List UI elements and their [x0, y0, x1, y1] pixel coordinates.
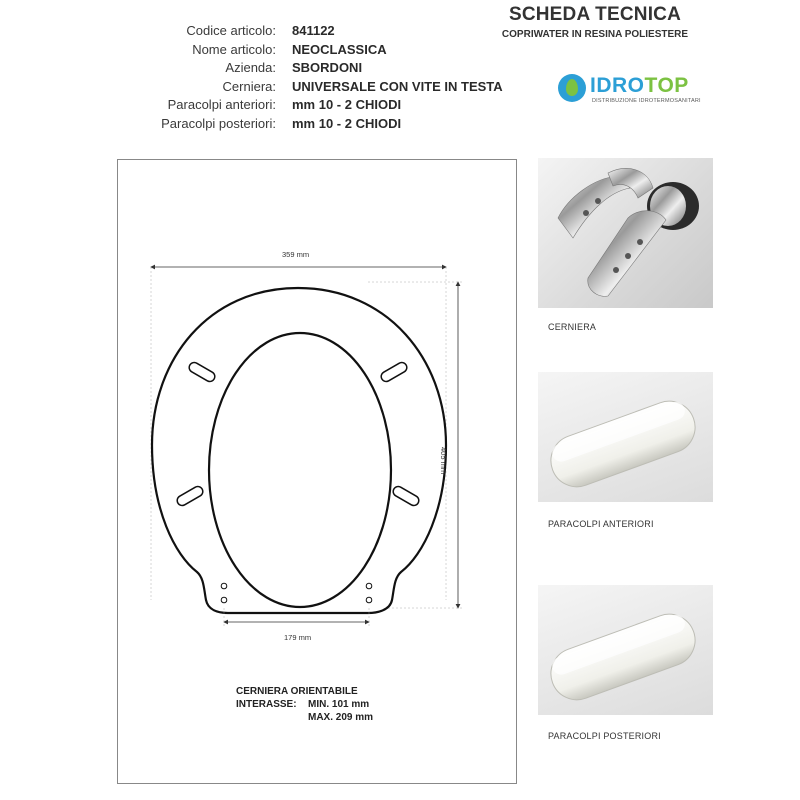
logo-tagline: DISTRIBUZIONE IDROTERMOSANITARI [592, 98, 701, 104]
width-dimension-label: 359 mm [282, 250, 310, 259]
note-interasse-max: MAX. 209 mm [308, 712, 374, 723]
spec-label-front-bumpers: Paracolpi anteriori: [167, 97, 276, 113]
idrotop-logo [558, 72, 708, 108]
hinge-hole [366, 583, 372, 589]
logo-wordmark [590, 74, 689, 98]
spec-labels [96, 22, 276, 134]
spec-values [292, 22, 532, 134]
hinge-hole [221, 583, 227, 589]
rear-bumper-photo [538, 585, 713, 715]
hinge-caption: CERNIERA [548, 322, 597, 332]
technical-drawing [117, 159, 517, 784]
water-drop-icon [558, 74, 586, 102]
note-interasse-min: MIN. 101 mm [308, 699, 370, 710]
spec-label-code: Codice articolo: [186, 23, 276, 38]
height-dimension-label: 405 mm [439, 447, 448, 475]
spec-value-hinge: UNIVERSALE CON VITE IN TESTA [292, 78, 503, 94]
sheet-title: SCHEDA TECNICA [508, 4, 682, 25]
note-interasse-label: INTERASSE: [236, 699, 297, 710]
spec-value-rear-bumpers: mm 10 - 2 CHIODI [292, 115, 402, 131]
front-bumper-photo [538, 372, 713, 502]
spec-label-company: Azienda: [225, 60, 276, 76]
spec-value-name: NEOCLASSICA [292, 41, 387, 57]
logo-word-top: TOP [644, 74, 689, 97]
seat-opening [209, 333, 391, 607]
logo-word-idro: IDRO [590, 74, 645, 97]
hinge-hole [366, 597, 372, 603]
hinge-hole [221, 597, 227, 603]
spec-value-front-bumpers: mm 10 - 2 CHIODI [292, 97, 402, 113]
hinge-photo [538, 158, 713, 308]
spec-label-rear-bumpers: Paracolpi posteriori: [161, 115, 276, 131]
hinge-dimension-label: 179 mm [284, 633, 312, 642]
spec-label-hinge: Cerniera: [222, 78, 276, 94]
sheet-subtitle: COPRIWATER IN RESINA POLIESTERE [501, 29, 689, 40]
note-orientable-hinge: CERNIERA ORIENTABILE [236, 686, 358, 697]
spec-label-name: Nome articolo: [192, 41, 276, 57]
spec-value-code: 841122 [292, 23, 335, 38]
spec-value-company: SBORDONI [292, 60, 363, 76]
front-bumper-caption: PARACOLPI ANTERIORI [548, 519, 654, 529]
rear-bumper-caption: PARACOLPI POSTERIORI [548, 731, 661, 741]
